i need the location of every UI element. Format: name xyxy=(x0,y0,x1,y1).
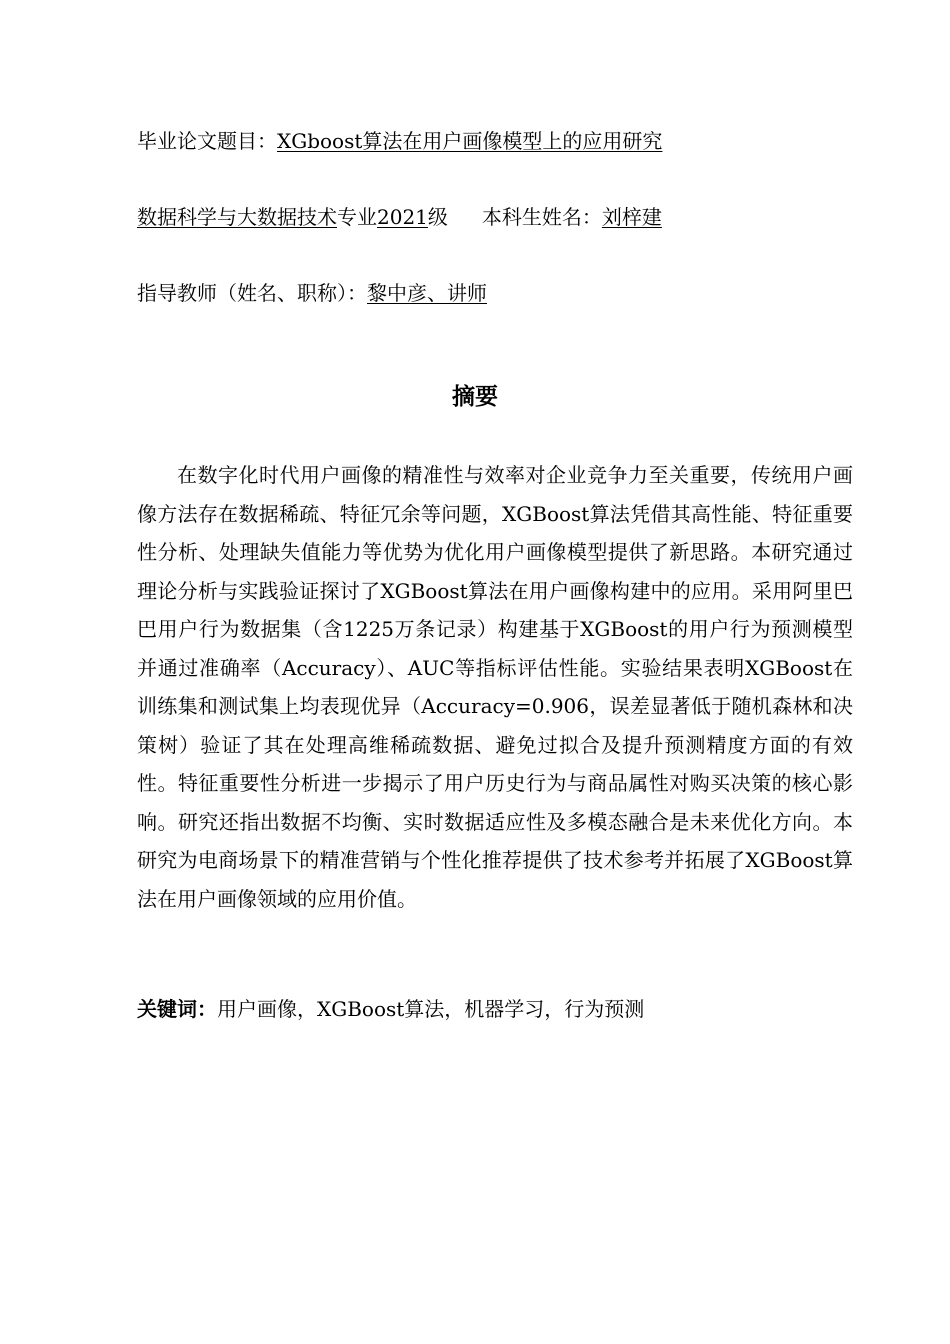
thesis-title-label: 毕业论文题目： xyxy=(137,129,277,153)
major-name: 数据科学与大数据技术 xyxy=(137,205,337,229)
thesis-title-line xyxy=(137,127,662,155)
advisor-line xyxy=(137,279,487,307)
major-suffix: 专业 xyxy=(337,205,377,229)
major-student-line xyxy=(137,203,662,231)
keywords-text: 用户画像，XGBoost算法，机器学习，行为预测 xyxy=(217,997,645,1021)
advisor-name: 黎中彦、讲师 xyxy=(367,281,487,305)
advisor-label: 指导教师（姓名、职称）： xyxy=(137,281,367,305)
abstract-heading: 摘要 xyxy=(452,384,498,410)
student-label: 本科生姓名： xyxy=(481,205,602,229)
grade-suffix: 级 xyxy=(427,205,448,229)
abstract-body: 在数字化时代用户画像的精准性与效率对企业竞争力至关重要，传统用户画像方法存在数据稀疏、特征冗余等问题，XGBoost算法凭借其高性能、特征重要性分析、处理缺失值能力等优势为优化用户画像模型提供了新思路。本研究通过理论分析与实践验证探讨了XGBoost算法在用户画像构建中的应用。采用阿里巴巴用户行为数据集（含1225万条记录）构建基于XGBoost的用户行为预测模型并通过准确率（Accuracy）、AUC等指标评估性能。实验结果表明XGBoost在训练集和测试集上均表现优异（Accuracy=0.906，误差显著低于随机森林和决策树）验证了其在处理高维稀疏数据、避免过拟合及提升预测精度方面的有效性。特征重要性分析进一步揭示了用户历史行为与商品属性对购买决策的核心影响。研究还指出数据不均衡、实时数据适应性及多模态融合是未来优化方向。本研究为电商场景下的精准营销与个性化推荐提供了技术参考并拓展了XGBoost算法在用户画像领域的应用价值。 xyxy=(137,463,853,911)
thesis-title: XGboost算法在用户画像模型上的应用研究 xyxy=(277,129,663,153)
student-name: 刘梓建 xyxy=(601,205,662,229)
grade-year: 2021 xyxy=(377,205,428,229)
keywords-label: 关键词： xyxy=(137,997,217,1021)
keywords-line xyxy=(137,994,644,1024)
